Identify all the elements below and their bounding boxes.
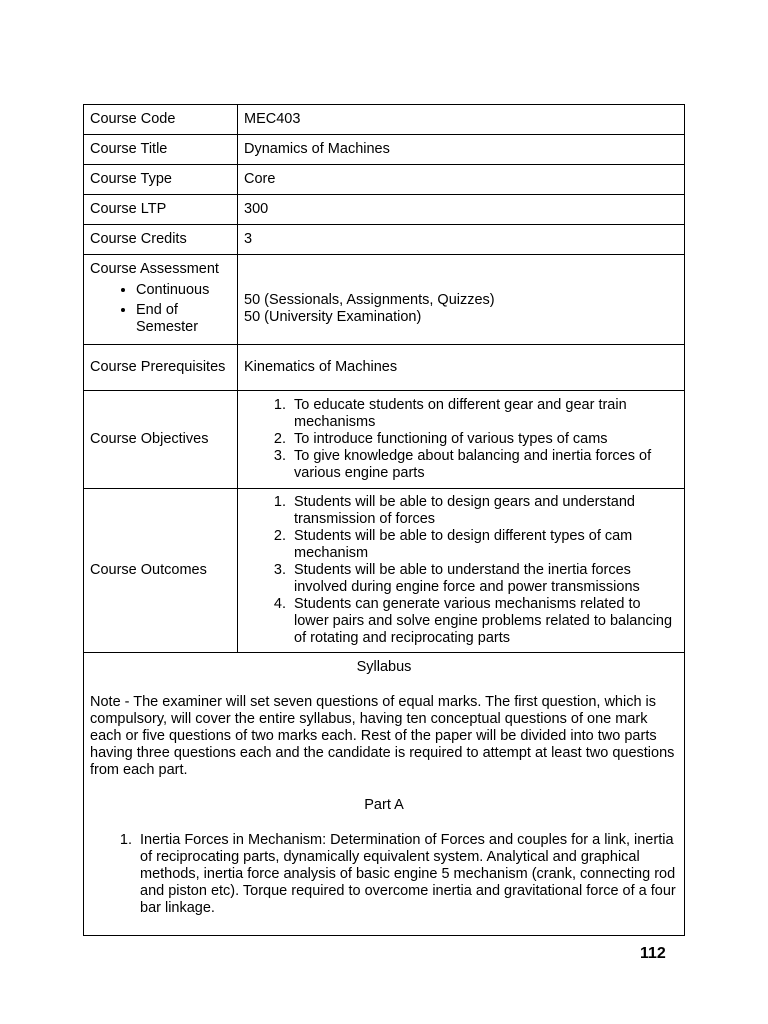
row-label: Course Code	[84, 105, 238, 135]
list-item: 3. To give knowledge about balancing and inertia forces of various engine parts	[290, 448, 678, 482]
list-item: 2. To introduce functioning of various types of cams	[290, 431, 678, 448]
prerequisites-row	[84, 345, 684, 391]
objectives-list	[244, 397, 678, 482]
assessment-row	[84, 255, 684, 345]
list-item: 1. Students will be able to design gears and understand transmission of forces	[290, 494, 678, 528]
row-label: Course Title	[84, 135, 238, 165]
list-item: 1. Inertia Forces in Mechanism: Determination of Forces and couples for a link, inertia of reciprocating parts, dynamically equivalent system. Analytical and graphical methods, inertia force analysis of basic engine 5 mechanism (crank, connecting rod and piston etc). Torque required to overcome inertia and gravitational force of a four bar linkage.	[136, 832, 678, 917]
row-value: Dynamics of Machines	[238, 135, 685, 165]
row-value: Core	[238, 165, 685, 195]
row-value: 300	[238, 195, 685, 225]
list-item: 3. Students will be able to understand the inertia forces involved during engine force and power transmissions	[290, 562, 678, 596]
part-a-heading: Part A	[364, 797, 404, 813]
row-label: Course Type	[84, 165, 238, 195]
table-row	[84, 135, 684, 165]
prerequisites-value: Kinematics of Machines	[238, 345, 685, 391]
table-row	[84, 225, 684, 255]
outcomes-label: Course Outcomes	[84, 489, 238, 653]
list-item: • End of Semester	[136, 302, 231, 336]
list-item: 1. To educate students on different gear and gear train mechanisms	[290, 397, 678, 431]
course-sheet	[83, 104, 685, 936]
part-a-list	[90, 832, 678, 917]
outcomes-cell	[238, 489, 685, 653]
row-label: Course Credits	[84, 225, 238, 255]
assessment-label-cell	[84, 255, 238, 345]
list-item: 2. Students will be able to design different types of cam mechanism	[290, 528, 678, 562]
table-row	[84, 105, 684, 135]
table-row	[84, 165, 684, 195]
objectives-cell	[238, 391, 685, 489]
syllabus-section	[84, 653, 684, 917]
table-row	[84, 195, 684, 225]
row-value: 3	[238, 225, 685, 255]
list-item: • Continuous	[136, 282, 231, 299]
list-item: 4. Students can generate various mechanisms related to lower pairs and solve engine problems related to balancing of rotating and reciprocating parts	[290, 596, 678, 647]
course-table	[84, 105, 684, 653]
syllabus-note: Note - The examiner will set seven questions of equal marks. The first question, which is compulsory, will cover the entire syllabus, having ten conceptual questions of one mark each or five questions of two marks each. Rest of the paper will be divided into two parts having three questions each and the candidate is required to attempt at least two questions from each part.	[90, 694, 675, 778]
row-label: Course LTP	[84, 195, 238, 225]
assessment-values-cell	[238, 255, 685, 345]
prerequisites-label: Course Prerequisites	[84, 345, 238, 391]
assessment-value: 50 (University Examination)	[244, 308, 422, 325]
outcomes-row	[84, 489, 684, 653]
row-value: MEC403	[238, 105, 685, 135]
page-number: 112	[640, 945, 666, 962]
assessment-value: 50 (Sessionals, Assignments, Quizzes)	[244, 291, 495, 308]
outcomes-list	[244, 494, 678, 647]
objectives-label: Course Objectives	[84, 391, 238, 489]
objectives-row	[84, 391, 684, 489]
assessment-label: Course Assessment	[90, 261, 219, 277]
assessment-items	[90, 282, 231, 336]
syllabus-heading: Syllabus	[356, 659, 412, 675]
